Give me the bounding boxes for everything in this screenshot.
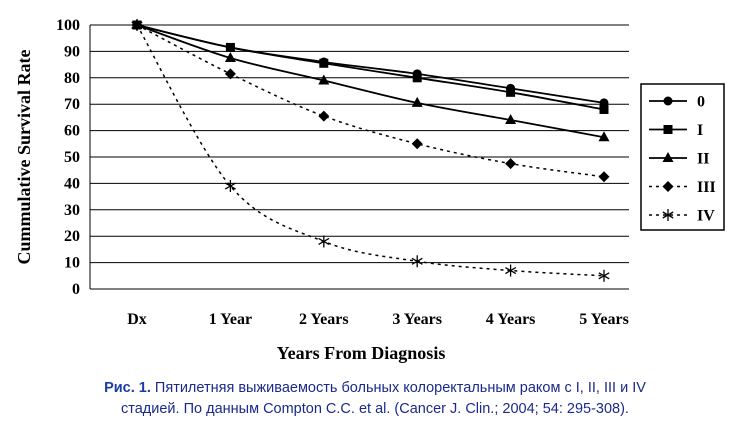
marker-square <box>506 88 515 97</box>
series-0 <box>133 21 609 108</box>
marker-diamond <box>412 138 423 149</box>
x-tick-label: Dx <box>127 311 147 328</box>
y-tick-label: 20 <box>64 228 80 246</box>
marker-square <box>664 125 673 134</box>
legend-label: IV <box>697 207 715 225</box>
marker-square <box>413 73 422 82</box>
x-tick-label: 5 Years <box>579 311 629 328</box>
y-tick-label: 50 <box>64 149 80 166</box>
y-tick-label: 100 <box>56 17 80 34</box>
y-tick-label: 60 <box>64 122 80 140</box>
legend-label: I <box>697 122 704 139</box>
series-II <box>132 19 610 141</box>
y-tick-label: 40 <box>64 175 80 193</box>
marker-diamond <box>318 111 329 122</box>
series-IV <box>132 19 609 282</box>
figure-caption <box>0 378 750 420</box>
y-tick-label: 80 <box>64 69 80 87</box>
y-tick-label: 0 <box>72 281 80 298</box>
y-axis-title: Cummulative Survival Rate <box>14 49 34 265</box>
marker-square <box>319 59 328 68</box>
y-tick-label: 90 <box>64 43 80 61</box>
marker-diamond <box>599 171 610 182</box>
caption-line-1: Пятилетняя выживаемость больных колоректальным раком с I, II, III и IV <box>150 380 646 396</box>
x-tick-label: 3 Years <box>392 311 443 328</box>
x-tick-label: 2 Years <box>298 311 349 328</box>
legend-label: II <box>697 150 710 168</box>
y-tick-label: 70 <box>64 96 80 114</box>
x-tick-labels <box>127 311 629 328</box>
x-tick-label: 1 Year <box>208 311 253 328</box>
series-line <box>137 25 604 177</box>
legend <box>641 84 724 230</box>
series-III <box>132 20 610 183</box>
marker-asterisk <box>319 235 329 247</box>
marker-square <box>600 105 609 114</box>
grid-lines <box>90 25 629 289</box>
marker-diamond <box>505 158 516 169</box>
legend-label: III <box>697 179 716 196</box>
marker-asterisk <box>505 265 515 277</box>
y-tick-label: 30 <box>64 201 80 219</box>
y-tick-label: 10 <box>64 254 80 272</box>
x-tick-label: 4 Years <box>485 311 536 328</box>
caption-line-2: стадией. По данным Compton C.C. et al. (Cancer J. Clin.; 2004; 54: 295-308). <box>121 401 629 417</box>
marker-circle <box>664 97 673 106</box>
caption-label: Рис. 1. <box>104 380 151 396</box>
marker-asterisk <box>412 255 422 267</box>
series-group <box>132 19 610 282</box>
x-axis-title: Years From Diagnosis <box>276 343 446 363</box>
y-tick-labels <box>56 17 80 298</box>
marker-square <box>226 43 235 52</box>
legend-label: 0 <box>697 93 705 111</box>
